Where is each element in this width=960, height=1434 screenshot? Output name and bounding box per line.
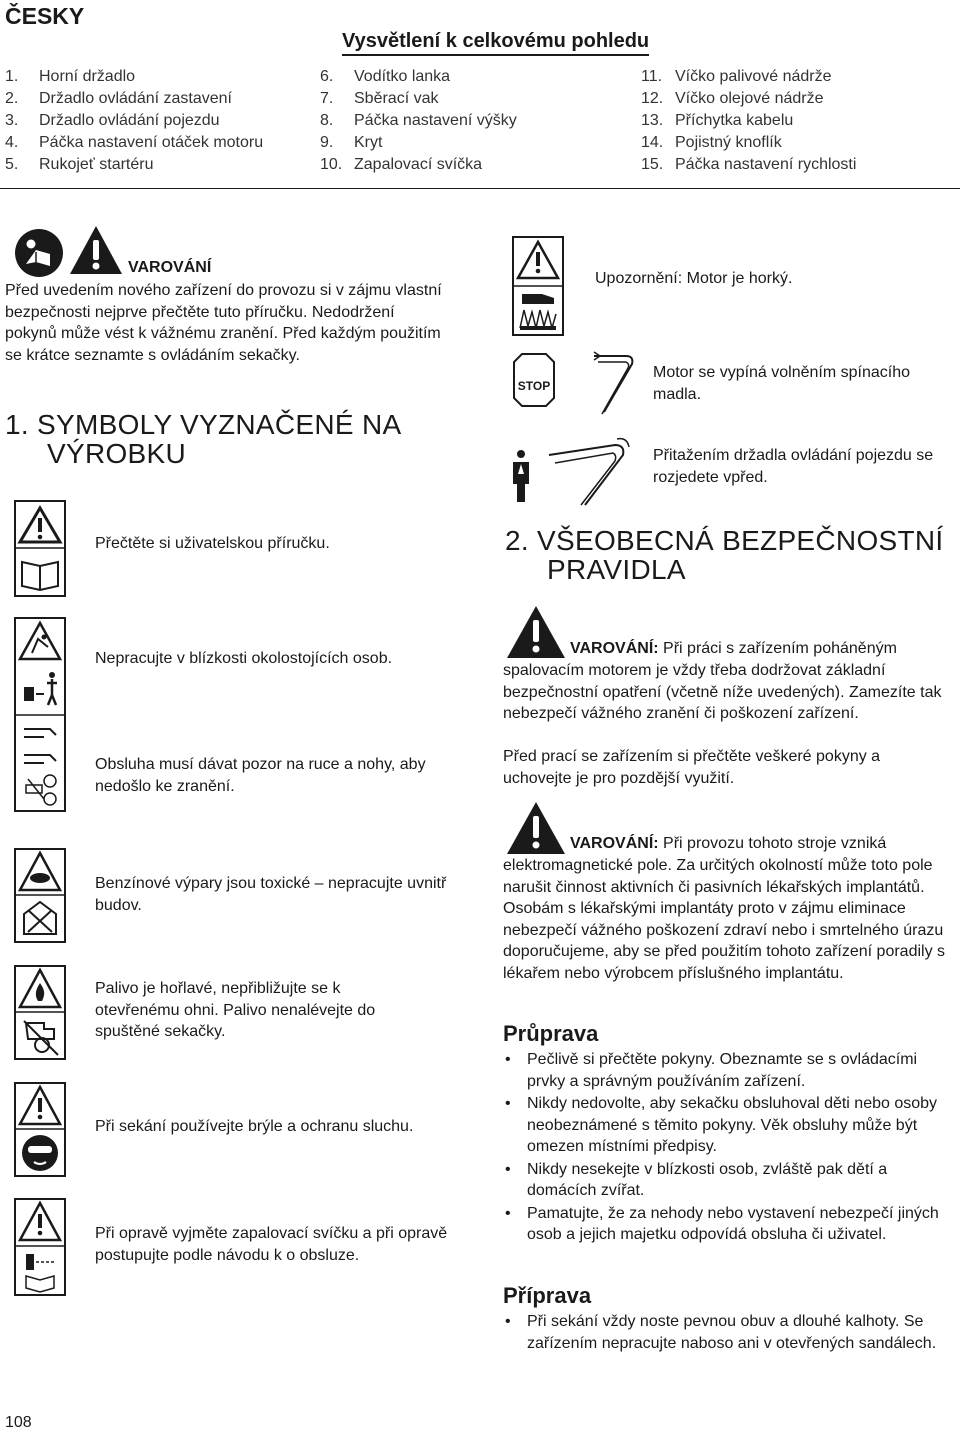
overview-title: Vysvětlení k celkovému pohledu — [342, 30, 649, 56]
section-1-heading — [5, 410, 401, 468]
legend-item: 5. Rukojeť startéru — [5, 156, 154, 173]
priprava-heading: Příprava — [503, 1283, 592, 1308]
list-item: • Nikdy nedovolte, aby sekačku obsluhoval děti nebo osoby neobeznámené s těmito pokyny. Věk obsluhy může být omezen místními předpisy. — [503, 1093, 958, 1158]
symbol-spark-plug — [14, 1198, 66, 1296]
hot-engine-text: Upozornění: Motor je horký. — [595, 270, 793, 287]
legend-column-2 — [320, 66, 517, 176]
warning-triangle-icon — [68, 224, 124, 276]
stop-label: STOP — [517, 379, 551, 393]
legend-item: 6. Vodítko lanka — [320, 68, 451, 85]
drive-text: Přitažením držadla ovládání pojezdu se rozjedete vpřed. — [653, 447, 934, 486]
drive-person-icon — [508, 448, 534, 504]
warning-intro-text: Před uvedením nového zařízení do provozu si v zájmu vlastní bezpečnosti nejprve přečtěte tuto příručku. Nedodržení pokynů může vést k vážnému zranění. Před každým použitím se krátce seznamte s ovládáním sekačky. — [5, 282, 442, 364]
list-item: • Nikdy nesekejte v blízkosti osob, zvláště pak dětí a domácích zvířat. — [503, 1159, 958, 1202]
prupravа-heading: Průprava — [503, 1021, 599, 1046]
stop-text: Motor se vypíná volněním spínacího madla. — [653, 364, 911, 403]
legend-item: 9. Kryt — [320, 134, 383, 151]
mower-handle-stop-icon — [590, 350, 640, 418]
symbol-read-manual — [14, 500, 66, 597]
symbol-hot-engine — [512, 236, 564, 336]
legend-item: 8. Páčka nastavení výšky — [320, 112, 517, 129]
symbol-toxic-fumes-text: Benzínové výpary jsou toxické – nepracujte uvnitř budov. — [95, 875, 447, 914]
warning-2-text-after: Před prací se zařízením si přečtěte veškeré pokyny a uchovejte je pro pozdější využití. — [503, 748, 881, 787]
symbol-read-manual-text: Přečtěte si uživatelskou příručku. — [95, 535, 330, 552]
section-2-title-line2: PRAVIDLA — [547, 554, 686, 585]
legend-item: 1. Horní držadlo — [5, 68, 136, 85]
stop-badge-icon — [510, 350, 558, 410]
symbol-spark-plug-text: Při opravě vyjměte zapalovací svíčku a při opravě postupujte podle návodu k o obsluze. — [95, 1225, 448, 1264]
symbol-flammable-text: Palivo je hořlavé, nepřibližujte se k otevřenému ohni. Palivo nenalévejte do spuštěné sekačky. — [95, 980, 376, 1040]
symbol-bystanders-text: Nepracujte v blízkosti okolostojících osob. — [95, 650, 393, 667]
warning-intro-title: VAROVÁNÍ — [128, 259, 212, 276]
section-divider — [0, 188, 960, 189]
warning-2-text: spalovacím motorem je vždy třeba dodržovat základní bezpečnostní opatření (včetně níže uvedených). Zamezíte tak nebezpečí vážného zranění či poškození zařízení. — [503, 662, 942, 722]
legend-column-1 — [5, 66, 263, 176]
legend-item: 13. Příchytka kabelu — [641, 112, 794, 129]
list-item: • Pamatujte, že za nehody nebo vystavení nebezpečí jiných osob a jejich majetku odpovídá obsluha či uživatel. — [503, 1203, 958, 1246]
legend-item: 10. Zapalovací svíčka — [320, 156, 483, 173]
warning-triangle-icon — [505, 604, 567, 660]
symbol-bystanders — [14, 617, 66, 812]
legend-item: 4. Páčka nastavení otáček motoru — [5, 134, 264, 151]
section-1-number: 1. — [5, 409, 29, 440]
list-item: • Pečlivě si přečtěte pokyny. Obeznamte se s ovládacími prvky a správným používáním zařízení. — [503, 1049, 958, 1092]
section-2-title-line1: VŠEOBECNÁ BEZPEČNOSTNÍ — [537, 525, 944, 556]
warning-3-first-line: VAROVÁNÍ: Při provozu tohoto stroje vzniká — [570, 835, 887, 852]
language-heading: ČESKY — [5, 3, 85, 29]
warning-3-text: elektromagnetické pole. Za určitých okolností může toto pole narušit činnost aktivních či pasivních lékařských implantátů. Osobám s lékařskými implantáty proto v zájmu eliminace nebezpečí vážného poškození zdraví nebo i smrtelného úrazu doporučujeme, aby se před použitím tohoto zařízení poradily s lékařem nebo výrobcem příslušného implantátu. — [503, 857, 946, 982]
legend-item: 7. Sběrací vak — [320, 90, 439, 107]
section-1-title-line1: SYMBOLY VYZNAČENÉ NA — [37, 409, 402, 440]
page-number: 108 — [5, 1414, 32, 1431]
legend-item: 12. Víčko olejové nádrže — [641, 90, 824, 107]
legend-item: 3. Držadlo ovládání pojezdu — [5, 112, 220, 129]
section-2-number: 2. — [505, 525, 529, 556]
legend-item: 2. Držadlo ovládání zastavení — [5, 90, 232, 107]
warning-2-label: VAROVÁNÍ: — [570, 640, 659, 657]
symbol-toxic-fumes — [14, 848, 66, 943]
list-item: • Při sekání vždy noste pevnou obuv a dlouhé kalhoty. Se zařízením nepracujte naboso ani v otevřených sandálech. — [503, 1311, 948, 1354]
legend-item: 14. Pojistný knoflík — [641, 134, 782, 151]
prupravа-list — [503, 1049, 958, 1247]
warning-3-label: VAROVÁNÍ: — [570, 835, 659, 852]
warning-triangle-icon — [505, 800, 567, 856]
mower-handle-drive-icon — [545, 435, 635, 507]
symbol-eye-ear-protection — [14, 1082, 66, 1177]
symbol-flammable — [14, 965, 66, 1060]
manual-icon — [14, 228, 64, 278]
legend-column-3 — [641, 66, 856, 176]
priprava-list — [503, 1311, 948, 1355]
legend-item: 15. Páčka nastavení rychlosti — [641, 156, 857, 173]
section-2-heading — [505, 526, 944, 584]
symbol-hands-feet-text: Obsluha musí dávat pozor na ruce a nohy, aby nedošlo ke zranění. — [95, 756, 426, 795]
symbol-eye-ear-protection-text: Při sekání používejte brýle a ochranu sluchu. — [95, 1118, 414, 1135]
warning-2-first-line: VAROVÁNÍ: Při práci s zařízením poháněným — [570, 640, 897, 657]
legend-item: 11. Víčko palivové nádrže — [641, 68, 832, 85]
section-1-title-line2: VÝROBKU — [47, 438, 187, 469]
